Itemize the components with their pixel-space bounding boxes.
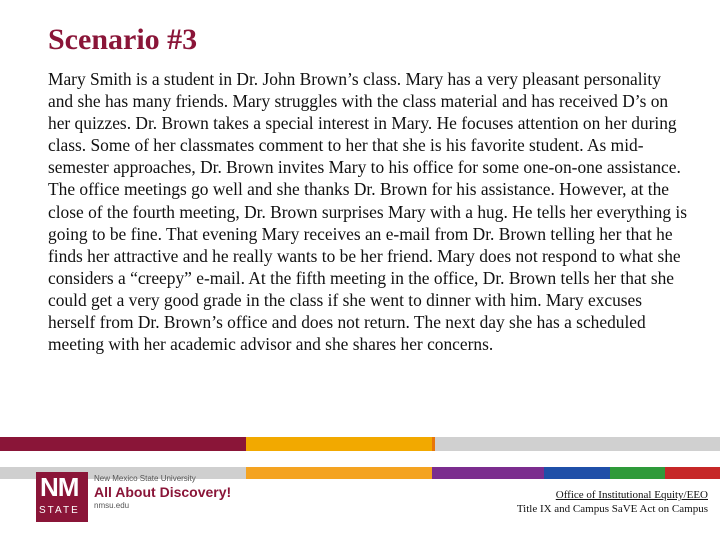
decorative-bar-blue: [544, 467, 610, 479]
decorative-bar-grey: [435, 437, 720, 451]
footer-program-name: Title IX and Campus SaVE Act on Campus: [516, 503, 708, 515]
logo-university-name: New Mexico State University: [94, 474, 196, 483]
logo-nm-text: NM: [40, 472, 79, 502]
nmsu-logo: [36, 472, 236, 522]
footer-office-info: [517, 488, 708, 516]
decorative-bar-orange-lower: [246, 467, 432, 479]
logo-tagline: All About Discovery!: [94, 484, 232, 500]
nmsu-logo-mark: [36, 472, 88, 522]
footer-office-name[interactable]: Office of Institutional Equity/EEO: [555, 489, 708, 501]
decorative-bar-red: [665, 467, 720, 479]
decorative-bar-purple: [432, 467, 544, 479]
decorative-bar-maroon: [0, 437, 246, 451]
decorative-bar-gold: [246, 437, 432, 451]
scenario-body: Mary Smith is a student in Dr. John Brown’s class. Mary has a very pleasant personality and she has many friends. Mary struggles with the class material and has received D’s on her quizzes. Dr. Brown takes a special interest in Mary. He focuses attention on her during class. Some of her classmates comment to her that she is his favorite student. As mid-semester approaches, Dr. Brown invites Mary to his office for some one-on-one assistance. The office meetings go well and she thanks Dr. Brown for his assistance. However, at the close of the fourth meeting, Dr. Brown surprises Mary with a hug. He tells her everything is going to be fine. That evening Mary receives an e-mail from Dr. Brown telling her that he finds her attractive and he really wants to be her friend. Mary does not respond to what she considers a “creepy” e-mail. At the fifth meeting in the office, Dr. Brown tells her that she could get a very good grade in the class if she went to dinner with him. Mary excuses herself from Dr. Brown’s office and does not return. The next day she has a scheduled meeting with her academic advisor and she shares her concerns.: [48, 69, 687, 355]
logo-state-text: STATE: [39, 505, 80, 516]
decorative-bar-green: [610, 467, 665, 479]
slide-title: Scenario #3: [48, 23, 198, 56]
logo-wordmark: [94, 474, 231, 511]
logo-url: nmsu.edu: [94, 501, 130, 510]
